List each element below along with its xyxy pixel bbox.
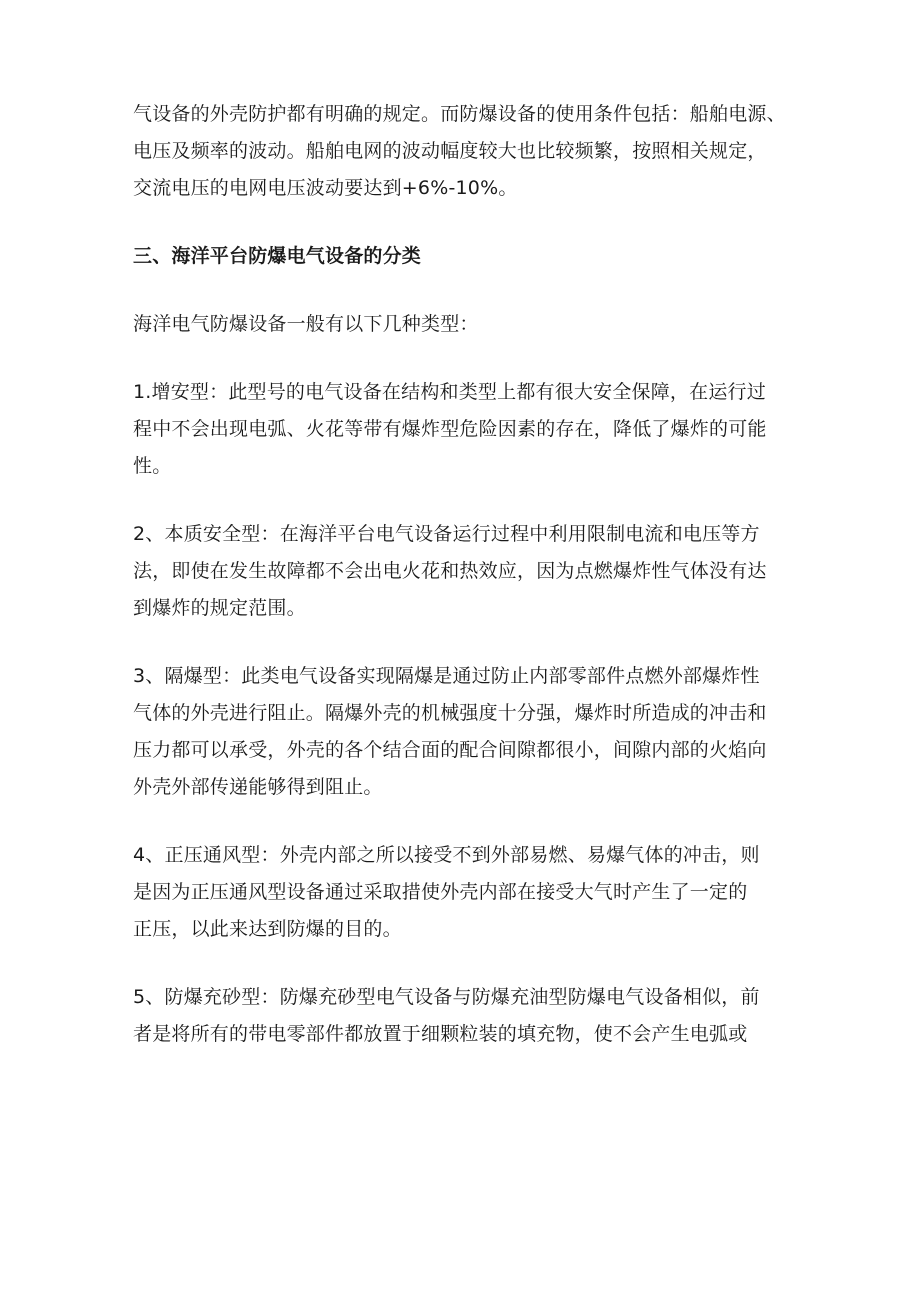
text-line: 程中不会出现电弧、火花等带有爆炸型危险因素的存在，降低了爆炸的可能 [133, 418, 767, 440]
text-line: 5、防爆充砂型：防爆充砂型电气设备与防爆充油型防爆电气设备相似，前 [133, 986, 760, 1008]
item-paragraph-5 [133, 979, 795, 1053]
text-line: 外壳外部传递能够得到阻止。 [133, 776, 383, 798]
text-line: 正压，以此来达到防爆的目的。 [133, 918, 402, 940]
text-line: 电压及频率的波动。船舶电网的波动幅度较大也比较频繁，按照相关规定， [133, 140, 767, 162]
text-line: 者是将所有的带电零部件都放置于细颗粒装的填充物，使不会产生电弧或 [133, 1023, 748, 1045]
section-heading: 三、海洋平台防爆电气设备的分类 [133, 245, 422, 267]
text-line: 到爆炸的规定范围。 [133, 597, 306, 619]
text-line: 交流电压的电网电压波动要达到+6%-10%。 [133, 177, 518, 199]
text-line: 2、本质安全型：在海洋平台电气设备运行过程中利用限制电流和电压等方 [133, 523, 760, 545]
item-paragraph-2 [133, 516, 795, 627]
text-line: 3、隔爆型：此类电气设备实现隔爆是通过防止内部零部件点燃外部爆炸性 [133, 665, 760, 687]
document-body [133, 96, 795, 1084]
text-line: 性。 [133, 455, 172, 477]
text-line: 气体的外壳进行阻止。隔爆外壳的机械强度十分强，爆炸时所造成的冲击和 [133, 702, 767, 724]
text-line: 1.增安型：此型号的电气设备在结构和类型上都有很大安全保障，在运行过 [133, 381, 766, 403]
item-paragraph-1 [133, 374, 795, 485]
text-line: 压力都可以承受，外壳的各个结合面的配合间隙都很小，间隙内部的火焰向 [133, 739, 767, 761]
intro-paragraph [133, 96, 795, 207]
text-line: 4、正压通风型：外壳内部之所以接受不到外部易燃、易爆气体的冲击，则 [133, 844, 760, 866]
text-line: 气设备的外壳防护都有明确的规定。而防爆设备的使用条件包括：船舶电源、 [133, 103, 786, 125]
text-line: 是因为正压通风型设备通过采取措使外壳内部在接受大气时产生了一定的 [133, 881, 748, 903]
lead-paragraph: 海洋电气防爆设备一般有以下几种类型： [133, 313, 479, 335]
item-paragraph-3 [133, 658, 795, 806]
item-paragraph-4 [133, 837, 795, 948]
text-line: 法，即使在发生故障都不会出电火花和热效应，因为点燃爆炸性气体没有达 [133, 560, 767, 582]
